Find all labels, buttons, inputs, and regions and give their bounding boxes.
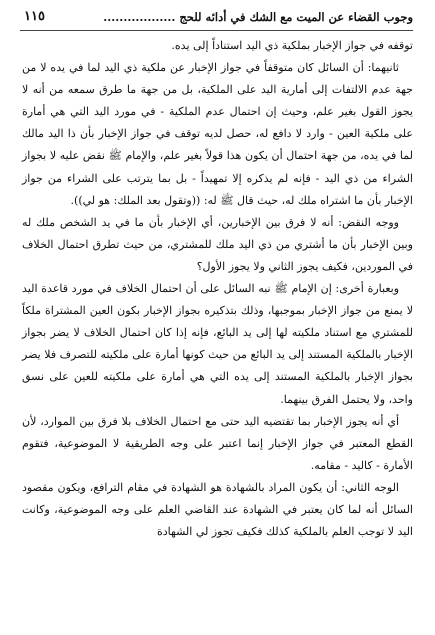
paragraph: الوجه الثاني: أن يكون المراد بالشهادة هو الشهادة في مقام الترافع، ويكون مقصود السائل أنه لما كان يعتبر في الشهادة عند القاضي العلم على وجه الموضوعية، وكانت اليد لا توجب العلم بالملكية كذلك فكيف تجوز لي الشهادة: [22, 480, 413, 539]
paragraph: ثانيهما: أن السائل كان متوقفاً في جواز الإخبار عن ملكية ذي اليد لما في يده لا من جهة عدم الالتفات إلى أمارية اليد على الملكية، بل من جهة ما طرق سمعه من أنه لا يجوز القول بغير علم، وحيث إن احتمال عدم الملكية - في مورد اليد التي هي أمارة على ملكية العين - وارد لا دافع له، حصل لديه توقف في جواز الإخبار بأن ذا اليد مالك لما في يده، من جهة احتمال أن يكون هذا قولاً بغير علم، والإمام ﷺ نقض عليه لا بجواز الشراء من ذي اليد - فإنه لم يذكره إلا تمهيداً - بل بما يترتب على الشراء من جواز الإخبار بأن ما اشتراه ملك له، حيث قال ﷺ له: ((وتقول بعد الملك: هو لي)).: [22, 61, 413, 207]
paragraph: وبعبارة أخرى: إن الإمام ﷺ نبه السائل على أن احتمال الخلاف في مورد قاعدة اليد لا يمنع من جواز الإخبار بموجبها، وذلك بتذكيره بجواز الإخبار بكون العين المشتراة ملكاً للمشتري مع استناد ملكيته لها إلى يد البائع، فإنه إذا كان احتمال الخلاف لا يضر بجواز الإخبار بالملكية المستند إلى يد البائع من حيث كونها أمارة على ملكيته للتصرف فلا يضر بجواز الإخبار بالملكية المستند إلى يده التي هي أمارة على ملكيته للعين على نسق واحد، ولا يحتمل الفرق بينهما.: [22, 282, 413, 406]
paragraph: ووجه النقض: أنه لا فرق بين الإخبارين، أي الإخبار بأن ما في يد الشخص ملك له وبين الإخبار بأن ما أشتري من ذي اليد ملك للمشتري، من حيث تطرق احتمال الخلاف في الموردين، فكيف يجوز الثاني ولا يجوز الأول؟: [22, 215, 413, 273]
header-title: وجوب القضاء عن الميت مع الشك في أدائه للحج ..................: [103, 10, 413, 24]
running-header: [20, 8, 413, 30]
paragraph: توقفه في جواز الإخبار بملكية ذي اليد استناداً إلى يده.: [171, 39, 413, 52]
header-divider: [20, 30, 413, 31]
paragraph: أي أنه يجوز الإخبار بما تقتضيه اليد حتى مع احتمال الخلاف بلا فرق بين الموارد، لأن القطع المعتبر في جواز الإخبار إنما اعتبر على وجه الطريقية لا الموضوعية، فتقوم الأمارة - كاليد - مقامه.: [22, 414, 413, 472]
body-text: [22, 35, 413, 543]
page-number: ١١٥: [24, 9, 45, 24]
